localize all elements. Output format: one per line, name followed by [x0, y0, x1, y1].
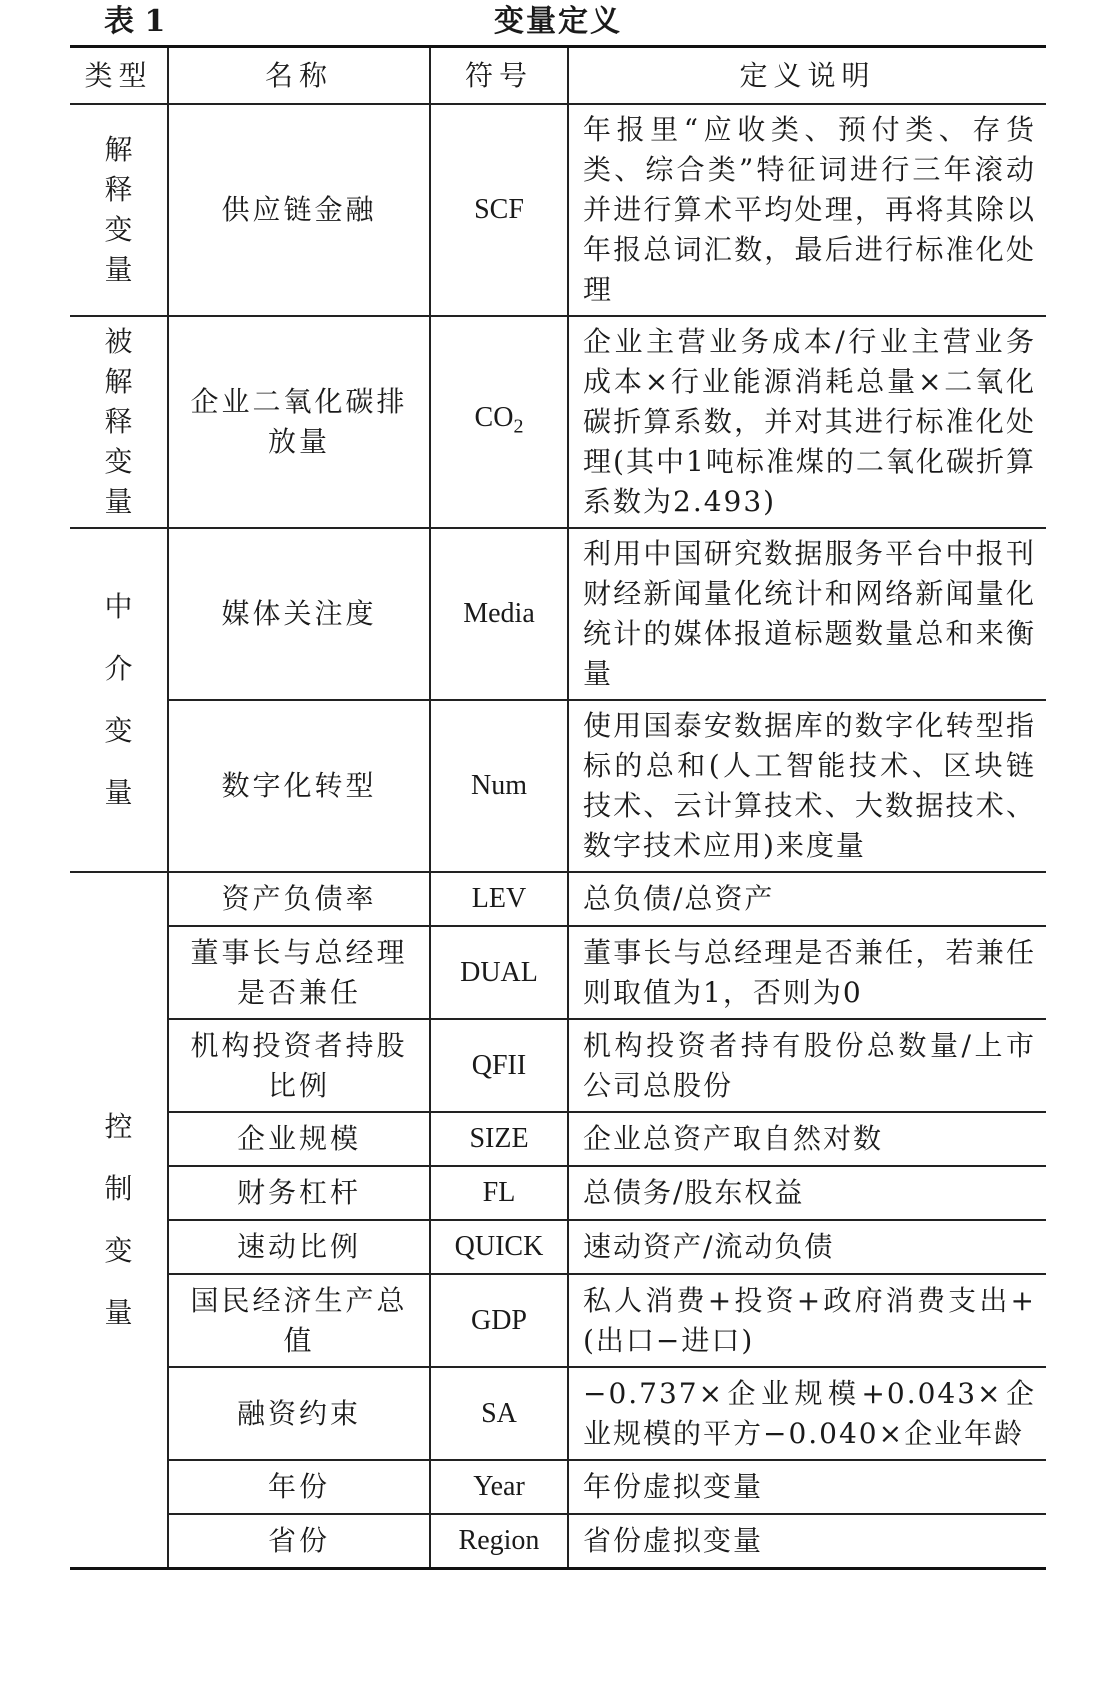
- variable-symbol: Year: [430, 1460, 568, 1514]
- variable-symbol: LEV: [430, 872, 568, 926]
- variable-symbol: Media: [430, 528, 568, 700]
- table-row: [70, 316, 1046, 528]
- variable-definition: 私人消费+投资+政府消费支出+(出口−进口): [568, 1274, 1046, 1367]
- table-row: [70, 528, 1046, 700]
- variable-name: 财务杠杆: [168, 1166, 430, 1220]
- variable-definition: 企业总资产取自然对数: [568, 1112, 1046, 1166]
- table-title: 变量定义: [494, 4, 622, 39]
- header-symbol: 符号: [430, 47, 568, 105]
- variable-symbol: Region: [430, 1514, 568, 1568]
- variable-definition: 总负债/总资产: [568, 872, 1046, 926]
- variable-symbol: Num: [430, 700, 568, 872]
- header-definition: 定义说明: [568, 47, 1046, 105]
- variable-definition: 利用中国研究数据服务平台中报刊财经新闻量化统计和网络新闻量化统计的媒体报道标题数量总和来衡量: [568, 528, 1046, 700]
- table-row: [70, 1514, 1046, 1568]
- group-mediator: 中介变量: [70, 528, 168, 872]
- variable-definition-table: [70, 45, 1046, 1570]
- variable-definition: 速动资产/流动负债: [568, 1220, 1046, 1274]
- header-row: [70, 47, 1046, 105]
- group-control: 控制变量: [70, 872, 168, 1568]
- variable-name: 企业规模: [168, 1112, 430, 1166]
- table-row: [70, 872, 1046, 926]
- variable-definition: 董事长与总经理是否兼任，若兼任则取值为1，否则为0: [568, 926, 1046, 1019]
- table-row: [70, 1166, 1046, 1220]
- table-caption: [70, 0, 1046, 40]
- table-row: [70, 926, 1046, 1019]
- variable-symbol: GDP: [430, 1274, 568, 1367]
- variable-name: 融资约束: [168, 1367, 430, 1460]
- variable-definition: 总债务/股东权益: [568, 1166, 1046, 1220]
- variable-name: 机构投资者持股比例: [168, 1019, 430, 1112]
- variable-name: 国民经济生产总值: [168, 1274, 430, 1367]
- header-name: 名称: [168, 47, 430, 105]
- table-row: [70, 104, 1046, 316]
- variable-symbol: DUAL: [430, 926, 568, 1019]
- header-type: 类型: [70, 47, 168, 105]
- variable-name: 企业二氧化碳排放量: [168, 316, 430, 528]
- variable-symbol: QFII: [430, 1019, 568, 1112]
- variable-symbol: QUICK: [430, 1220, 568, 1274]
- table-row: [70, 1367, 1046, 1460]
- table-row: [70, 1112, 1046, 1166]
- table-row: [70, 1460, 1046, 1514]
- group-explanatory: 解释变量: [70, 104, 168, 316]
- table-row: [70, 1274, 1046, 1367]
- variable-symbol: SIZE: [430, 1112, 568, 1166]
- variable-name: 省份: [168, 1514, 430, 1568]
- variable-symbol: SA: [430, 1367, 568, 1460]
- variable-definition: 年份虚拟变量: [568, 1460, 1046, 1514]
- table-row: [70, 1019, 1046, 1112]
- variable-symbol: SCF: [430, 104, 568, 316]
- variable-name: 董事长与总经理是否兼任: [168, 926, 430, 1019]
- variable-symbol: $CO_2$: [430, 316, 568, 528]
- table-row: [70, 700, 1046, 872]
- variable-definition: 年报里“应收类、预付类、存货类、综合类”特征词进行三年滚动并进行算术平均处理，再将其除以年报总词汇数，最后进行标准化处理: [568, 104, 1046, 316]
- variable-definition: 使用国泰安数据库的数字化转型指标的总和(人工智能技术、区块链技术、云计算技术、大数据技术、数字技术应用)来度量: [568, 700, 1046, 872]
- group-explained: 被解释变量: [70, 316, 168, 528]
- table-number: 表 1: [104, 4, 166, 39]
- variable-name: 资产负债率: [168, 872, 430, 926]
- variable-name: 供应链金融: [168, 104, 430, 316]
- variable-definition: 省份虚拟变量: [568, 1514, 1046, 1568]
- variable-name: 年份: [168, 1460, 430, 1514]
- variable-name: 速动比例: [168, 1220, 430, 1274]
- table-row: [70, 1220, 1046, 1274]
- variable-definition: 企业主营业务成本/行业主营业务成本×行业能源消耗总量×二氧化碳折算系数，并对其进行标准化处理(其中1吨标准煤的二氧化碳折算系数为2.493): [568, 316, 1046, 528]
- variable-name: 媒体关注度: [168, 528, 430, 700]
- variable-name: 数字化转型: [168, 700, 430, 872]
- variable-definition: −0.737×企业规模+0.043×企业规模的平方−0.040×企业年龄: [568, 1367, 1046, 1460]
- variable-definition: 机构投资者持有股份总数量/上市公司总股份: [568, 1019, 1046, 1112]
- variable-symbol: FL: [430, 1166, 568, 1220]
